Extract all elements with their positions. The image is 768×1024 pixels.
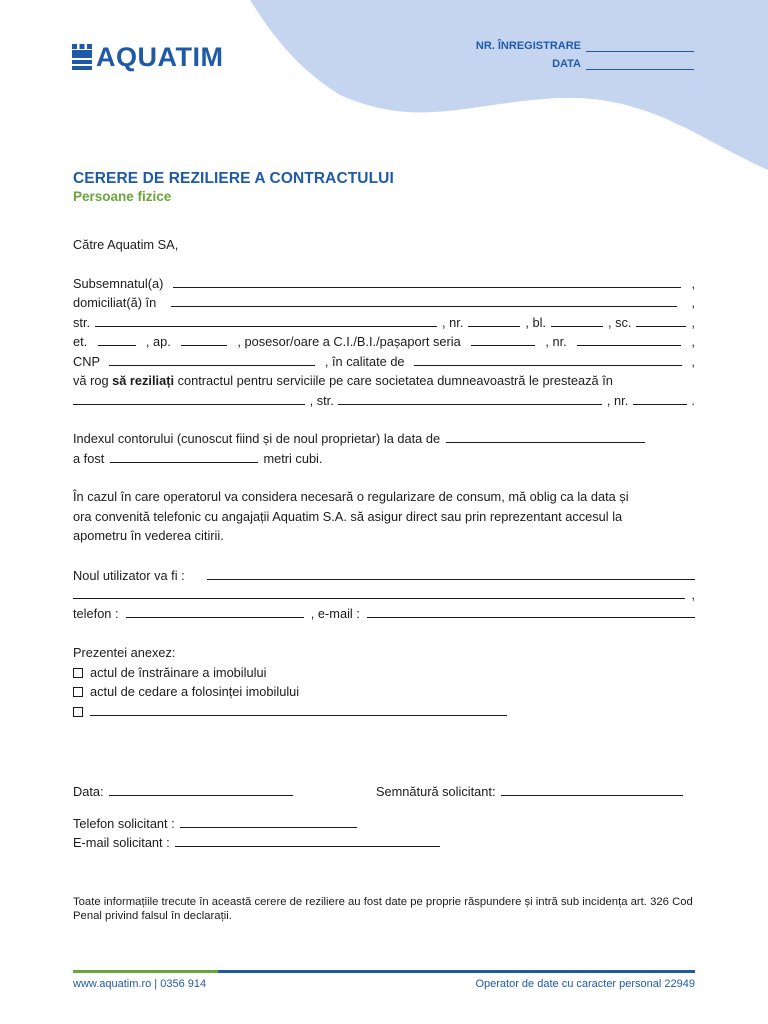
index-value-blank[interactable] xyxy=(110,451,258,463)
new-user-telefon-blank[interactable] xyxy=(126,606,304,618)
annex-item-3 xyxy=(73,704,507,719)
addressee: Către Aquatim SA, xyxy=(73,237,179,252)
comma: , xyxy=(691,276,695,291)
locality-blank[interactable] xyxy=(171,295,677,307)
service-street-blank[interactable] xyxy=(338,393,602,405)
rog-text-bold: să reziliați xyxy=(112,373,175,388)
applicant-phone-label: Telefon solicitant : xyxy=(73,816,175,831)
annex-item-1 xyxy=(73,665,266,680)
fost-label: a fost xyxy=(73,451,105,466)
applicant-email-blank[interactable] xyxy=(175,835,440,847)
date-blank[interactable] xyxy=(109,784,293,796)
service-street-label: , str. xyxy=(309,393,334,408)
annex-checkbox-2[interactable] xyxy=(73,687,83,697)
date-field xyxy=(73,784,293,799)
rog-text-post: contractul pentru serviciile pe care societatea dumneavoastră le prestează în xyxy=(174,373,613,388)
new-user-line-2 xyxy=(73,587,695,602)
annex-item-2-label: actul de cedare a folosinței imobilului xyxy=(90,684,300,699)
id-nr-label: , nr. xyxy=(545,334,567,349)
new-user-blank-2[interactable] xyxy=(73,587,685,599)
logo-tower-icon xyxy=(72,44,92,70)
paragraph-line-3: apometru în vederea citirii. xyxy=(73,528,224,543)
calitate-blank[interactable] xyxy=(414,354,682,366)
et-label: et. xyxy=(73,334,88,349)
sc-label: , sc. xyxy=(607,315,632,330)
page-title: CERERE DE REZILIERE A CONTRACTULUI xyxy=(73,170,394,187)
footer-divider-green xyxy=(73,970,218,973)
index-value-line xyxy=(73,451,322,466)
signature-field xyxy=(376,784,683,799)
page-subtitle: Persoane fizice xyxy=(73,189,172,204)
annex-item-2 xyxy=(73,684,299,699)
signature-label: Semnătură solicitant: xyxy=(376,784,496,799)
id-series-label: , posesor/oare a C.I./B.I./pașaport seria xyxy=(237,334,461,349)
legal-note: Toate informațiile trecute în această cerere de reziliere au fost date pe proprie răspundere și intră sub incidența art. 326 Cod Penal privind falsul în declarații. xyxy=(73,896,693,922)
sc-blank[interactable] xyxy=(636,315,686,327)
annex-checkbox-1[interactable] xyxy=(73,668,83,678)
registration-number-line[interactable] xyxy=(586,40,694,52)
nr-label: , nr. xyxy=(442,315,464,330)
paragraph-line-2: ora convenită telefonic cu angajații Aquatim S.A. să asigur direct sau prin reprezentant accesul la xyxy=(73,509,623,524)
comma: , xyxy=(691,354,695,369)
bl-label: , bl. xyxy=(525,315,546,330)
rog-text-pre: vă rog xyxy=(73,373,113,388)
footer-operator: Operator de date cu caracter personal 22949 xyxy=(475,978,695,990)
cnp-label: CNP xyxy=(73,354,101,369)
form-line-street xyxy=(73,315,695,330)
registration-number-label: NR. ÎNREGISTRARE xyxy=(475,40,581,52)
calitate-label: , în calitate de xyxy=(324,354,405,369)
bl-blank[interactable] xyxy=(551,315,603,327)
ap-label: , ap. xyxy=(145,334,171,349)
annex-other-blank[interactable] xyxy=(90,704,507,716)
comma: , xyxy=(691,587,695,602)
aquatim-logo xyxy=(72,43,223,71)
new-user-telefon-label: telefon : xyxy=(73,606,119,621)
index-label: Indexul contorului (cunoscut fiind și de noul proprietar) la data de xyxy=(73,431,441,446)
index-line xyxy=(73,431,645,446)
annex-item-1-label: actul de înstrăinare a imobilului xyxy=(90,665,267,680)
annex-heading: Prezentei anexez: xyxy=(73,645,176,660)
metri-label: metri cubi. xyxy=(263,451,323,466)
nr-blank[interactable] xyxy=(468,315,520,327)
index-date-blank[interactable] xyxy=(446,431,645,443)
applicant-phone-blank[interactable] xyxy=(180,816,357,828)
new-user-contact-line xyxy=(73,606,695,621)
comma: , xyxy=(691,315,695,330)
subsemnatul-label: Subsemnatul(a) xyxy=(73,276,164,291)
form-line-service-address xyxy=(73,393,695,408)
form-line-et xyxy=(73,334,695,349)
registration-date-field xyxy=(552,58,694,70)
logo-text: AQUATIM xyxy=(96,42,224,72)
registration-date-label: DATA xyxy=(552,58,581,70)
new-user-label: Noul utilizator va fi : xyxy=(73,568,185,583)
comma: , xyxy=(691,295,695,310)
id-nr-blank[interactable] xyxy=(577,334,681,346)
paragraph-line-1: În cazul în care operatorul va considera necesară o regularizare de consum, mă oblig ca la data și xyxy=(73,489,629,504)
applicant-email-field xyxy=(73,835,440,850)
cnp-blank[interactable] xyxy=(109,354,315,366)
service-locality-blank[interactable] xyxy=(73,393,305,405)
applicant-email-label: E-mail solicitant : xyxy=(73,835,170,850)
service-nr-blank[interactable] xyxy=(633,393,687,405)
new-user-email-label: , e-mail : xyxy=(310,606,360,621)
new-user-email-blank[interactable] xyxy=(367,606,695,618)
et-blank[interactable] xyxy=(98,334,136,346)
comma: , xyxy=(691,334,695,349)
period: . xyxy=(691,393,695,408)
street-blank[interactable] xyxy=(95,315,437,327)
annex-checkbox-3[interactable] xyxy=(73,707,83,717)
form-line-subsemnatul xyxy=(73,276,695,291)
street-label: str. xyxy=(73,315,91,330)
id-series-blank[interactable] xyxy=(471,334,535,346)
date-label: Data: xyxy=(73,784,104,799)
new-user-line xyxy=(73,568,695,583)
service-nr-label: , nr. xyxy=(606,393,629,408)
domiciliat-label: domiciliat(ă) în xyxy=(73,295,157,310)
registration-date-line[interactable] xyxy=(586,58,694,70)
new-user-blank[interactable] xyxy=(207,568,695,580)
form-line-cnp xyxy=(73,354,695,369)
ap-blank[interactable] xyxy=(181,334,227,346)
registration-number-field xyxy=(476,40,694,52)
form-line-domiciliat xyxy=(73,295,695,310)
footer-divider-blue xyxy=(218,970,695,973)
applicant-phone-field xyxy=(73,816,357,831)
footer-website[interactable]: www.aquatim.ro | 0356 914 xyxy=(73,978,207,990)
signature-blank[interactable] xyxy=(501,784,683,796)
name-blank[interactable] xyxy=(173,276,681,288)
form-line-rog xyxy=(73,373,613,388)
